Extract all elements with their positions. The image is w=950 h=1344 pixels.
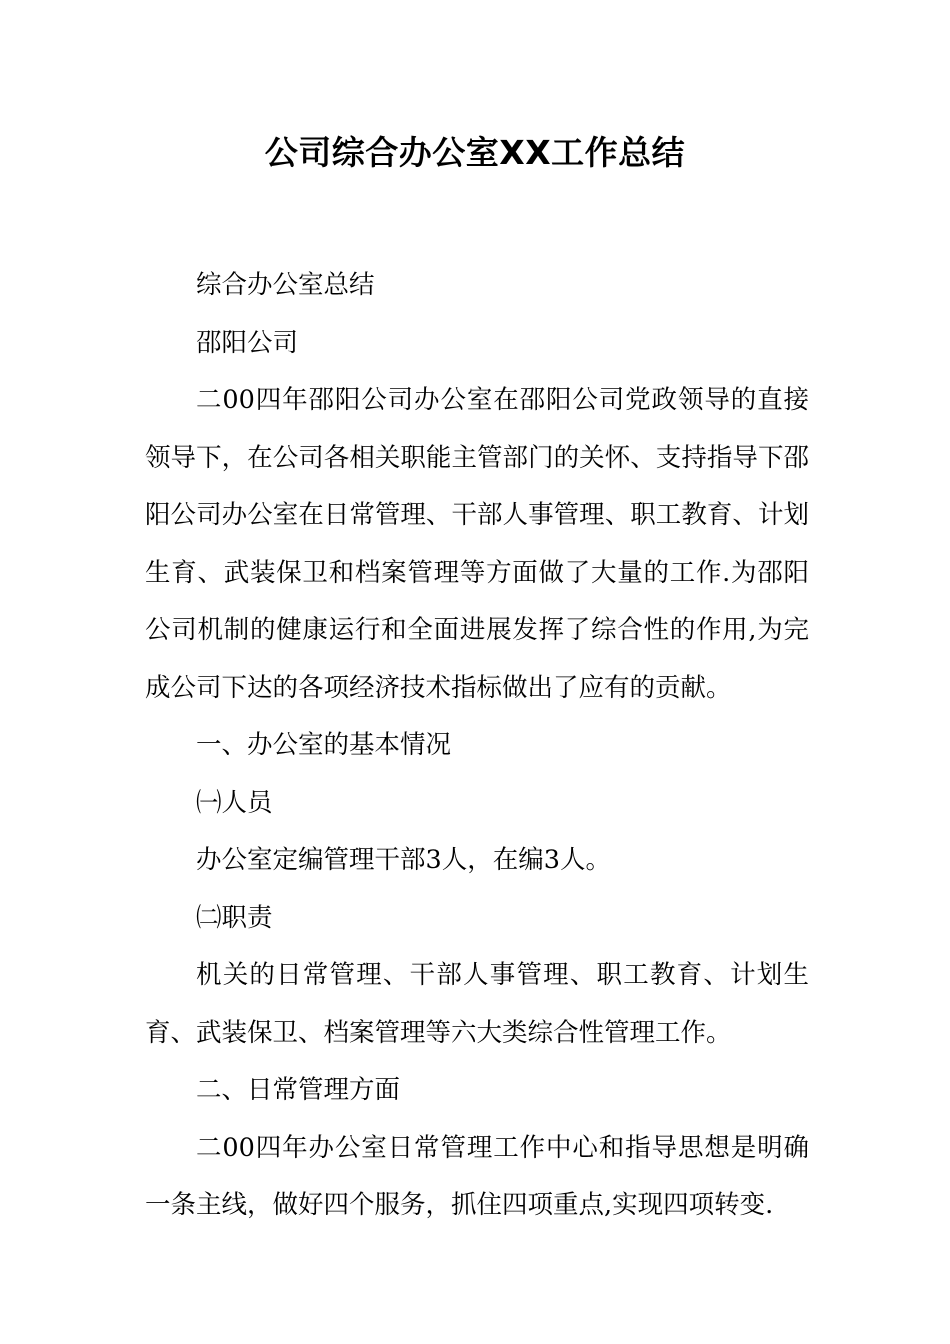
section-heading-daily-management: 二、日常管理方面 [196,1075,401,1105]
document-body [145,257,809,1235]
subsection-heading-duties: ㈡职责 [196,902,273,933]
paragraph-company-name: 邵阳公司 [196,327,299,358]
document-title: 公司综合办公室XX工作总结 [264,133,686,172]
paragraph-staff: 办公室定编管理干部3人，在编3人。 [196,845,611,875]
paragraph-intro: 二00四年邵阳公司办公室在邵阳公司党政领导的直接领导下，在公司各相关职能主管部门的关怀、支持指导下邵阳公司办公室在日常管理、干部人事管理、职工教育、计划生育、武装保卫和档案管理等方面做了大量的工作.为邵阳公司机制的健康运行和全面进展发挥了综合性的作用,为完成公司下达的各项经济技术指标做出了应有的贡献。 [145,385,809,703]
paragraph-summary-heading: 综合办公室总结 [196,270,375,300]
subsection-heading-staff: ㈠人员 [196,787,273,818]
paragraph-daily-management: 二00四年办公室日常管理工作中心和指导思想是明确一条主线，做好四个服务，抓住四项重点,实现四项转变. [145,1132,809,1220]
section-heading-basic-info: 一、办公室的基本情况 [196,730,452,760]
paragraph-duties: 机关的日常管理、干部人事管理、职工教育、计划生育、武装保卫、档案管理等六大类综合性管理工作。 [145,960,809,1048]
